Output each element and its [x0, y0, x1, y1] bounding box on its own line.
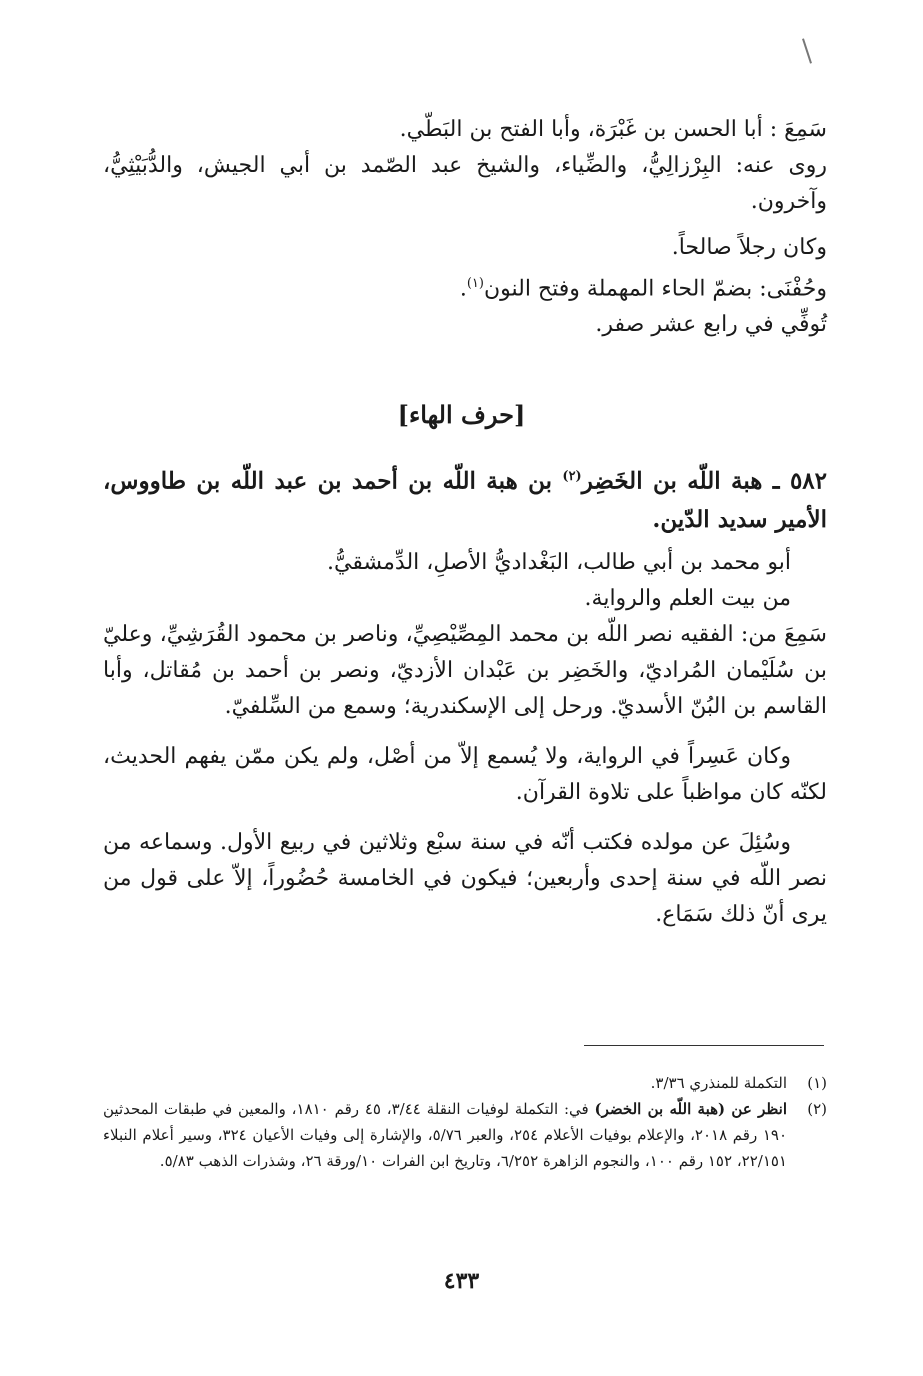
footnote-ref-2: (٢) [562, 469, 582, 484]
footnote-bold: انظر عن (هبة اللّه بن الخضر) [594, 1100, 787, 1118]
footnote-ref-1: (١) [466, 276, 484, 291]
footnote-text [103, 1096, 787, 1174]
teachers-paragraph: سَمِعَ من: الفقيه نصر اللّه بن محمد المِصِّيْصِيِّ، وناصر بن محمود القُرَشِيِّ، وعليّ بن سُلَيْمان المُراديّ، والخَضِر بن عَبْدان الأزديّ، ونصر بن أحمد بن مُقاتل، وأبا القاسم بن البُنّ الأسديّ. ورحل إلى الإسكندرية؛ وسمع من السِّلفيّ. [103, 621, 827, 719]
family-paragraph: من بيت العلم والرواية. [584, 585, 791, 611]
page-edge-mark [802, 38, 812, 63]
footnote-separator [584, 1045, 824, 1046]
footnotes [103, 1070, 827, 1174]
heard-from-paragraph: سَمِعَ : أبا الحسن بن غَبْرَة، وأبا الفتح بن البَطّي. [399, 117, 827, 142]
footnote-text [103, 1070, 787, 1096]
character-paragraph: وكان رجلاً صالحاً. [671, 235, 827, 260]
entry-title-part1: ٥٨٢ ـ هبة اللّه بن الخَضِر [581, 467, 828, 495]
name-spelling-paragraph [103, 266, 827, 307]
previous-entry-continuation [103, 112, 827, 343]
death-date-paragraph: تُوفِّي في رابع عشر صفر. [595, 312, 827, 338]
footnote-2 [103, 1096, 827, 1174]
section-heading: [حرف الهاء] [397, 400, 526, 429]
page-number: ٤٣٣ [443, 1268, 480, 1294]
name-spelling-end: . [459, 276, 467, 302]
narration-paragraph: وكان عَسِراً في الرواية، ولا يُسمع إلاّ من أصْل، ولم يكن ممّن يفهم الحديث، لكنّه كان مواظباً على تلاوة القرآن. [103, 743, 827, 805]
birth-paragraph: وسُئِلَ عن مولده فكتب أنّه في سنة سبْع وثلاثين في ربيع الأول. وسماعه من نصر اللّه في سنة إحدى وأربعين؛ فيكون في الخامسة حُضُوراً، إلاّ على قول من يرى أنّ ذلك سَمَاع. [103, 829, 827, 927]
footnote-body: التكملة للمنذري ٣/٣٦. [650, 1074, 787, 1092]
footnote-number: (١) [807, 1074, 827, 1092]
footnote-1 [103, 1070, 827, 1096]
name-spelling-text: وحُفْنَى: بضمّ الحاء المهملة وفتح النون [483, 276, 827, 302]
entry-title [103, 458, 827, 539]
footnote-number: (٢) [807, 1100, 827, 1118]
kunya-paragraph: أبو محمد بن أبي طالب، البَغْداديُّ الأصلِ، الدِّمشقيُّ. [327, 549, 791, 575]
entry-582 [103, 458, 827, 933]
entry-title-part2: بن هبة اللّه بن أحمد بن عبد اللّه بن طاووس، الأمير سديد الدّين. [103, 467, 827, 533]
footnote-body: في: التكملة لوفيات النقلة ٣/٤٤، ٤٥ رقم ١٨١٠، والمعين في طبقات المحدثين ١٩٠ رقم ٢٠١٨، والإعلام بوفيات الأعلام ٢٥٤، والعبر ٥/٧٦، والإشارة إلى وفيات الأعيان ٣٢٤، وسير أعلام النبلاء ٢٢/١٥١، ١٥٢ رقم ١٠٠، والنجوم الزاهرة ٦/٢٥٢، وتاريخ ابن الفرات ١٠/ورقة ٢٦، وشذرات الذهب ٥/٨٣. [103, 1100, 787, 1170]
narrated-by-paragraph: روى عنه: البِرْزالِيُّ، والضِّياء، والشيخ عبد الصّمد بن أبي الجيش، والدُّبَيْثِيُّ، وآخرون. [103, 153, 827, 214]
